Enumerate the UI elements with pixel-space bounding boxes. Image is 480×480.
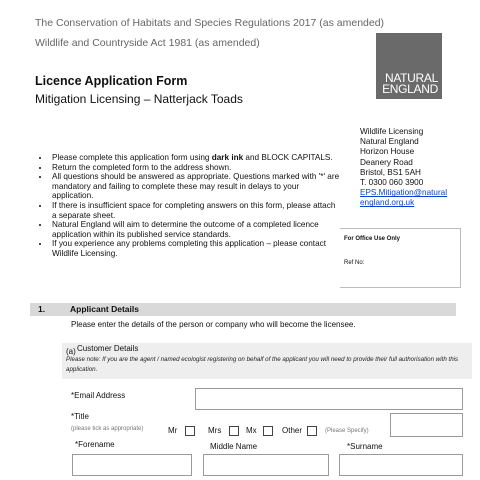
title-mx-checkbox[interactable] bbox=[263, 426, 273, 436]
natural-england-logo bbox=[376, 33, 442, 99]
instruction-item: • All questions should be answered as appropriate. Questions marked with '*' are mandatory and failing to complete these may result in delays to your application. bbox=[50, 172, 340, 201]
ref-no-label: Ref No: bbox=[344, 260, 365, 266]
email-label: *Email Address bbox=[71, 391, 126, 400]
email-link-part-2[interactable]: england.org.uk bbox=[360, 198, 415, 208]
address-line: T. 0300 060 3900 bbox=[360, 178, 424, 188]
middle-name-label: Middle Name bbox=[210, 442, 258, 451]
address-line: Bristol, BS1 5AH bbox=[360, 167, 421, 177]
instruction-item: • Return the completed form to the address shown. bbox=[50, 163, 340, 173]
regulation-line-1: The Conservation of Habitats and Species Regulations 2017 (as amended) bbox=[35, 17, 385, 29]
logo-line-2: ENGLAND bbox=[382, 82, 438, 96]
title-mr-checkbox[interactable] bbox=[185, 426, 195, 436]
title-hint: (please tick as appropriate) bbox=[71, 426, 144, 432]
instruction-item: • If there is insufficient space for completing answers on this form, please attach a separate sheet. bbox=[50, 201, 340, 220]
surname-input[interactable] bbox=[339, 454, 463, 476]
address-block bbox=[360, 127, 475, 209]
middle-name-input[interactable] bbox=[203, 454, 329, 476]
instruction-item: • Natural England will aim to determine the outcome of a completed licence application within its published service standards. bbox=[50, 220, 340, 239]
address-line: Horizon House bbox=[360, 147, 415, 157]
forename-label: *Forename bbox=[75, 440, 115, 449]
title-option-mrs-label: Mrs bbox=[208, 426, 222, 435]
title-label: *Title bbox=[71, 412, 89, 421]
office-use-title: For Office Use Only bbox=[344, 236, 401, 242]
form-subtitle: Mitigation Licensing – Natterjack Toads bbox=[35, 92, 243, 106]
section-intro: Please enter the details of the person or company who will become the licensee. bbox=[71, 320, 356, 329]
instruction-item: • If you experience any problems completing this application – please contact Wildlife Licensing. bbox=[50, 239, 340, 258]
title-option-mx-label: Mx bbox=[246, 426, 257, 435]
section-1-header bbox=[30, 303, 456, 316]
regulation-line-2: Wildlife and Countryside Act 1981 (as amended) bbox=[35, 37, 260, 49]
title-other-checkbox[interactable] bbox=[307, 426, 317, 436]
logo-line-1: NATURAL bbox=[384, 71, 438, 85]
title-mrs-checkbox[interactable] bbox=[229, 426, 239, 436]
address-line: Natural England bbox=[360, 137, 419, 147]
instructions-list bbox=[36, 153, 340, 259]
customer-details-panel bbox=[62, 343, 472, 379]
customer-letter: (a) bbox=[66, 347, 76, 356]
address-line: Deanery Road bbox=[360, 157, 413, 167]
office-use-box bbox=[340, 228, 461, 288]
customer-details-title: Customer Details bbox=[77, 344, 139, 353]
email-input[interactable] bbox=[195, 388, 463, 410]
title-option-other-label: Other bbox=[282, 426, 303, 435]
section-number: 1. bbox=[38, 304, 46, 314]
email-link-part-1[interactable]: EPS.Mitigation@natural bbox=[360, 188, 448, 198]
title-option-mr-label: Mr bbox=[168, 426, 178, 435]
email-link[interactable] bbox=[360, 188, 447, 207]
forename-input[interactable] bbox=[72, 454, 192, 476]
form-title: Licence Application Form bbox=[35, 74, 188, 88]
title-other-input[interactable] bbox=[390, 413, 463, 437]
other-hint: (Please Specify) bbox=[325, 428, 369, 434]
surname-label: *Surname bbox=[347, 442, 383, 451]
address-line: Wildlife Licensing bbox=[360, 127, 424, 136]
customer-note: Please note: If you are the agent / named ecologist registering on behalf of the applicant you will need to provide their full authorisation with this application. bbox=[66, 356, 459, 373]
instruction-item: • Please complete this application form using dark ink and BLOCK CAPITALS. bbox=[50, 153, 340, 163]
section-title: Applicant Details bbox=[70, 304, 139, 314]
